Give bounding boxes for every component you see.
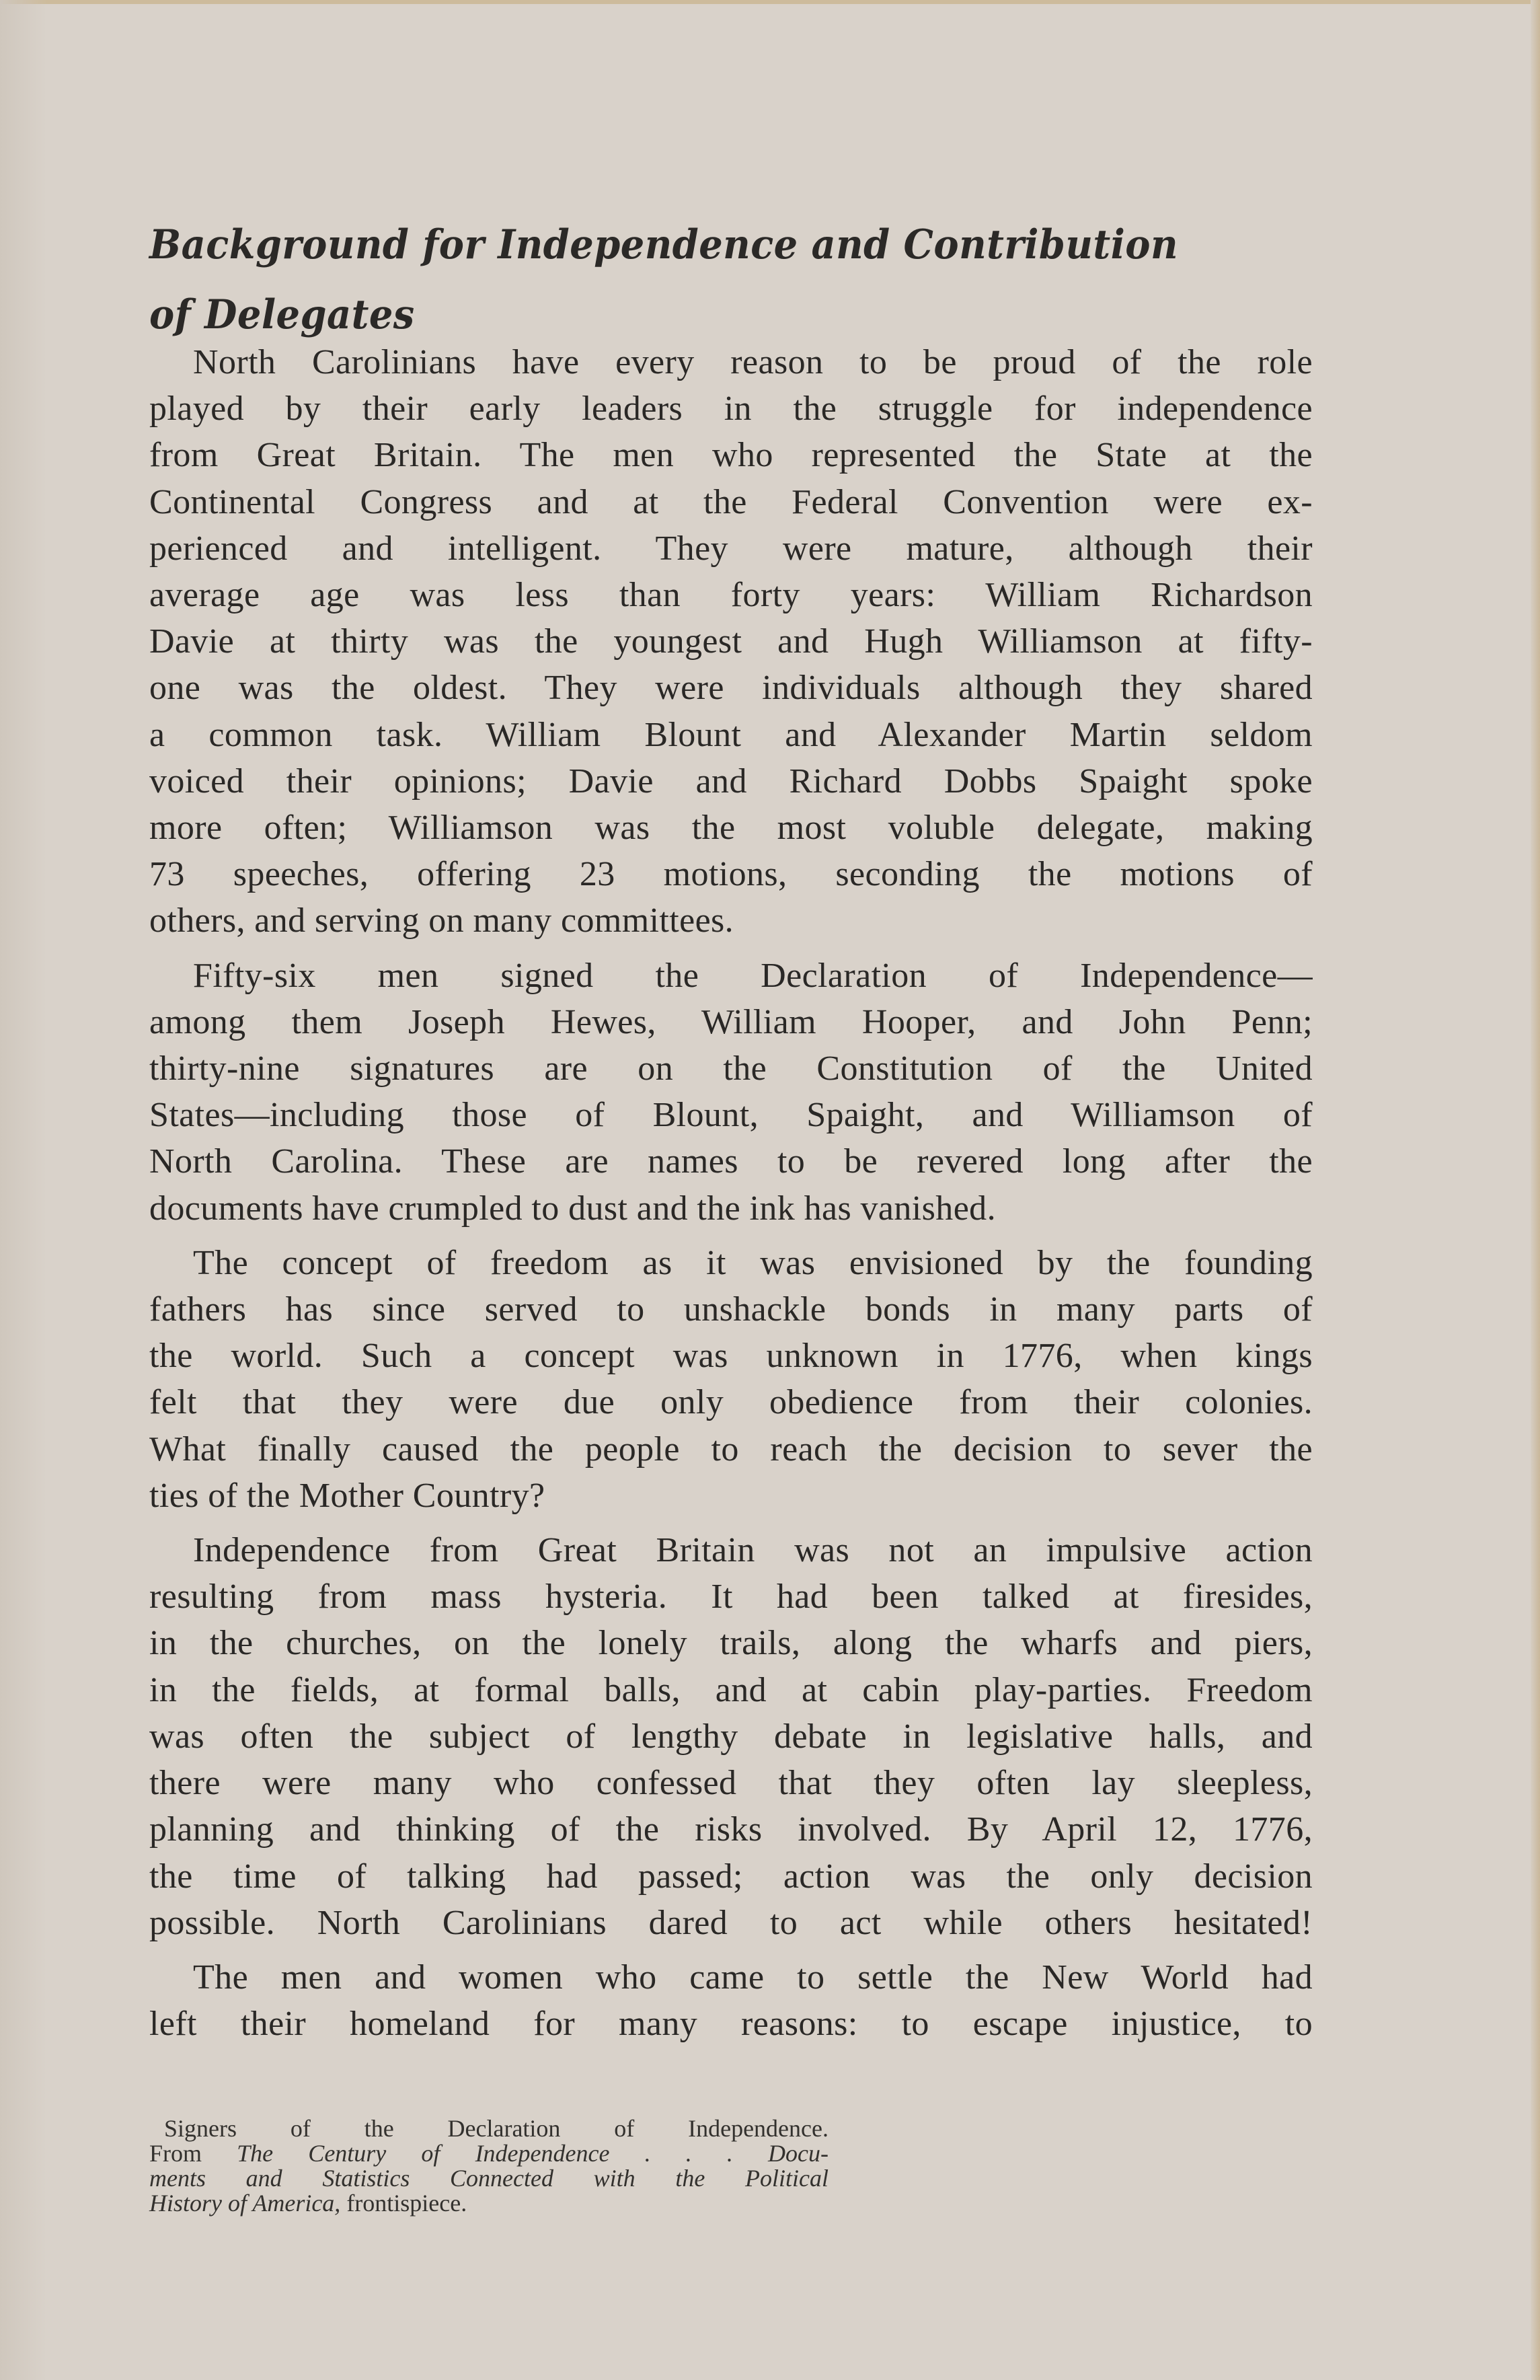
text-line: Davie at thirty was the youngest and Hugh Williamson at fifty- — [149, 622, 1313, 661]
text-line: North Carolinians have every reason to be proud of the role — [193, 343, 1313, 381]
paragraph-2 — [149, 953, 1313, 1232]
caption-line — [149, 2141, 829, 2166]
text-line: the world. Such a concept was unknown in 1776, when kings — [149, 1337, 1313, 1376]
page-edge-right — [1531, 0, 1540, 2380]
text-line: Continental Congress and at the Federal Convention were ex- — [149, 482, 1313, 521]
heading-line: Background for Independence and Contribution — [149, 221, 1179, 269]
caption-book-title: History of America, — [149, 2190, 341, 2217]
text-line: 73 speeches, offering 23 motions, seconding the motions of — [149, 855, 1313, 894]
text-line: in the churches, on the lonely trails, along the wharfs and piers, — [149, 1624, 1313, 1663]
text-line: in the fields, at formal balls, and at cabin play-parties. Freedom — [149, 1670, 1313, 1709]
text-line: The men and women who came to settle the New World had — [193, 1958, 1313, 1997]
text-line: perienced and intelligent. They were mature, although their — [149, 529, 1313, 568]
text-line: States—including those of Blount, Spaight, and Williamson of — [149, 1096, 1313, 1135]
text-line: Fifty-six men signed the Declaration of Independence— — [193, 956, 1313, 995]
caption-text: From — [149, 2140, 237, 2167]
text-line: there were many who confessed that they often lay sleepless, — [149, 1764, 1313, 1803]
text-line: felt that they were due only obedience from their colonies. — [149, 1383, 1313, 1422]
text-line: from Great Britain. The men who represented the State at the — [149, 436, 1313, 475]
text-line: planning and thinking of the risks involved. By April 12, 1776, — [149, 1810, 1313, 1849]
text-line: a common task. William Blount and Alexander Martin seldom — [149, 715, 1313, 754]
text-line: average age was less than forty years: William Richardson — [149, 576, 1313, 615]
text-line: ties of the Mother Country? — [149, 1476, 545, 1515]
caption-line — [149, 2166, 829, 2191]
text-line: the time of talking had passed; action was the only decision — [149, 1857, 1313, 1896]
paragraph-5 — [149, 1954, 1313, 2047]
body-text — [149, 339, 1313, 2055]
text-line: left their homeland for many reasons: to escape injustice, to — [149, 2005, 1313, 2044]
text-line: documents have crumpled to dust and the ink has vanished. — [149, 1189, 996, 1228]
figure-caption — [149, 2116, 829, 2216]
text-line: Independence from Great Britain was not an impulsive action — [193, 1531, 1313, 1570]
text-line: more often; Williamson was the most voluble delegate, making — [149, 809, 1313, 848]
text-line: played by their early leaders in the struggle for independence — [149, 389, 1313, 429]
caption-line: Signers of the Declaration of Independence. — [164, 2115, 829, 2142]
text-line: North Carolina. These are names to be revered long after the — [149, 1142, 1313, 1181]
text-line: others, and serving on many committees. — [149, 901, 734, 940]
paragraph-3 — [149, 1240, 1313, 1519]
text-line: resulting from mass hysteria. It had been talked at firesides, — [149, 1577, 1313, 1616]
caption-book-title: The Century of Independence . . . Docu- — [237, 2140, 829, 2167]
text-line: fathers has since served to unshackle bonds in many parts of — [149, 1290, 1313, 1329]
text-line: one was the oldest. They were individuals although they shared — [149, 669, 1313, 708]
paragraph-4 — [149, 1527, 1313, 1946]
section-heading — [149, 210, 1231, 350]
heading-line: of Delegates — [149, 291, 415, 339]
text-line: among them Joseph Hewes, William Hooper, and John Penn; — [149, 1002, 1313, 1041]
page-gutter-shadow — [0, 0, 47, 2380]
text-line: possible. North Carolinians dared to act while others hesitated! — [149, 1903, 1313, 1942]
text-line: The concept of freedom as it was envisioned by the founding — [193, 1243, 1313, 1282]
caption-line — [149, 2191, 829, 2216]
text-line: What finally caused the people to reach the decision to sever the — [149, 1429, 1313, 1468]
text-line: voiced their opinions; Davie and Richard Dobbs Spaight spoke — [149, 761, 1313, 801]
page-edge-top — [0, 0, 1540, 4]
caption-text: frontispiece. — [340, 2190, 467, 2217]
paragraph-1 — [149, 339, 1313, 944]
caption-book-title: ments and Statistics Connected with the Political — [149, 2165, 829, 2192]
text-line: thirty-nine signatures are on the Constitution of the United — [149, 1049, 1313, 1088]
text-line: was often the subject of lengthy debate in legislative halls, and — [149, 1717, 1313, 1756]
